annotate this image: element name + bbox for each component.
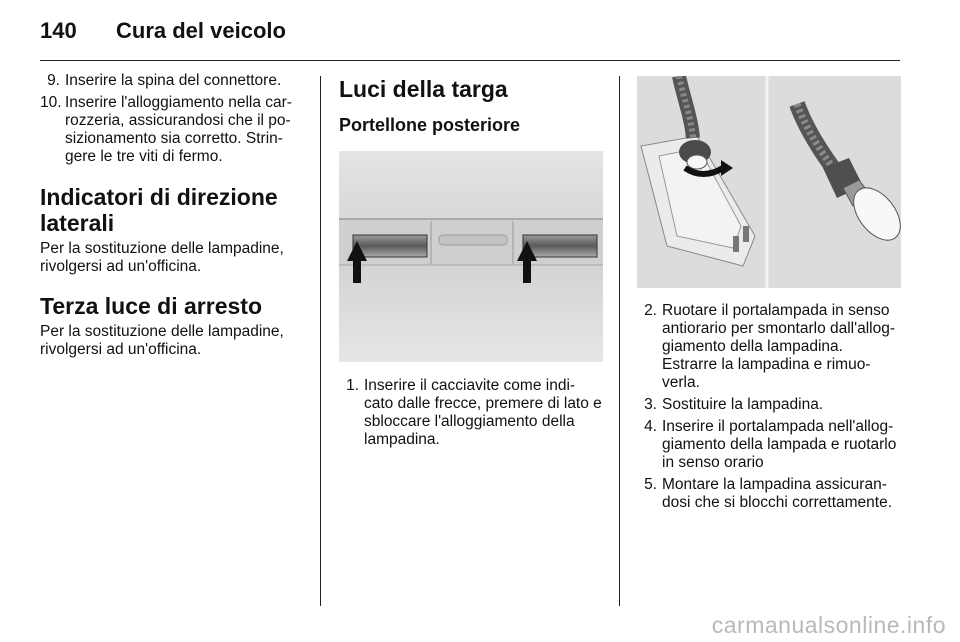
step-number: 2. xyxy=(644,302,657,319)
list-item xyxy=(637,396,901,414)
list-item xyxy=(637,302,901,392)
section-title-terza-luce: Terza luce di arresto xyxy=(40,293,262,319)
section-subtitle-portellone: Portellone posteriore xyxy=(339,115,521,135)
step-text: Inserire la spina del connettore. xyxy=(65,72,282,89)
step-text: Inserire l'alloggiamento nella car-rozzeria, assicurandosi che il po-sizionamento sia corretto. Strin-gere le tre viti di fermo. xyxy=(65,94,292,165)
step-text: Inserire il cacciavite come indi-cato dalle frecce, premere di lato e sbloccare l'alloggiamento della lampadina. xyxy=(364,377,602,448)
list-item xyxy=(40,72,304,90)
column-right xyxy=(637,72,901,516)
column-middle xyxy=(339,72,603,453)
step-number: 10. xyxy=(40,94,62,111)
watermark: carmanualsonline.info xyxy=(711,612,946,638)
section-body-indicatori: Per la sostituzione delle lampadine, rivolgersi ad un'officina. xyxy=(40,240,284,275)
step-number: 4. xyxy=(644,418,657,435)
list-item xyxy=(40,94,304,166)
license-plate-light-figure xyxy=(339,151,603,362)
section-body-terza-luce: Per la sostituzione delle lampadine, rivolgersi ad un'officina. xyxy=(40,323,284,358)
step-text: Sostituire la lampadina. xyxy=(662,396,824,413)
step-text: Inserire il portalampada nell'allog-giamento della lampada e ruotarlo in senso orario xyxy=(662,418,897,471)
step-text: Montare la lampadina assicuran-dosi che si blocchi correttamente. xyxy=(662,476,893,511)
bulb-replacement-figure xyxy=(637,76,901,288)
page-header xyxy=(40,18,286,48)
steps-list-left xyxy=(40,72,304,166)
column-divider-1 xyxy=(320,76,321,606)
steps-list-middle xyxy=(339,377,603,449)
step-text: Ruotare il portalampada in senso antiorario per smontarlo dall'allog-giamento della lampadina. Estrarre la lampadina e rimuo-verla. xyxy=(662,302,895,391)
step-number: 3. xyxy=(644,396,657,413)
chapter-title: Cura del veicolo xyxy=(116,18,286,43)
header-rule xyxy=(40,60,900,61)
step-number: 5. xyxy=(644,476,657,493)
section-title-indicatori: Indicatori di direzione laterali xyxy=(40,184,278,236)
list-item xyxy=(339,377,603,449)
column-left xyxy=(40,72,304,359)
list-item xyxy=(637,418,901,472)
step-number: 1. xyxy=(346,377,359,394)
section-title-luci-targa: Luci della targa xyxy=(339,76,508,102)
page-number: 140 xyxy=(40,18,77,43)
step-number: 9. xyxy=(47,72,60,89)
column-divider-2 xyxy=(619,76,620,606)
list-item xyxy=(637,476,901,512)
steps-list-right xyxy=(637,302,901,512)
